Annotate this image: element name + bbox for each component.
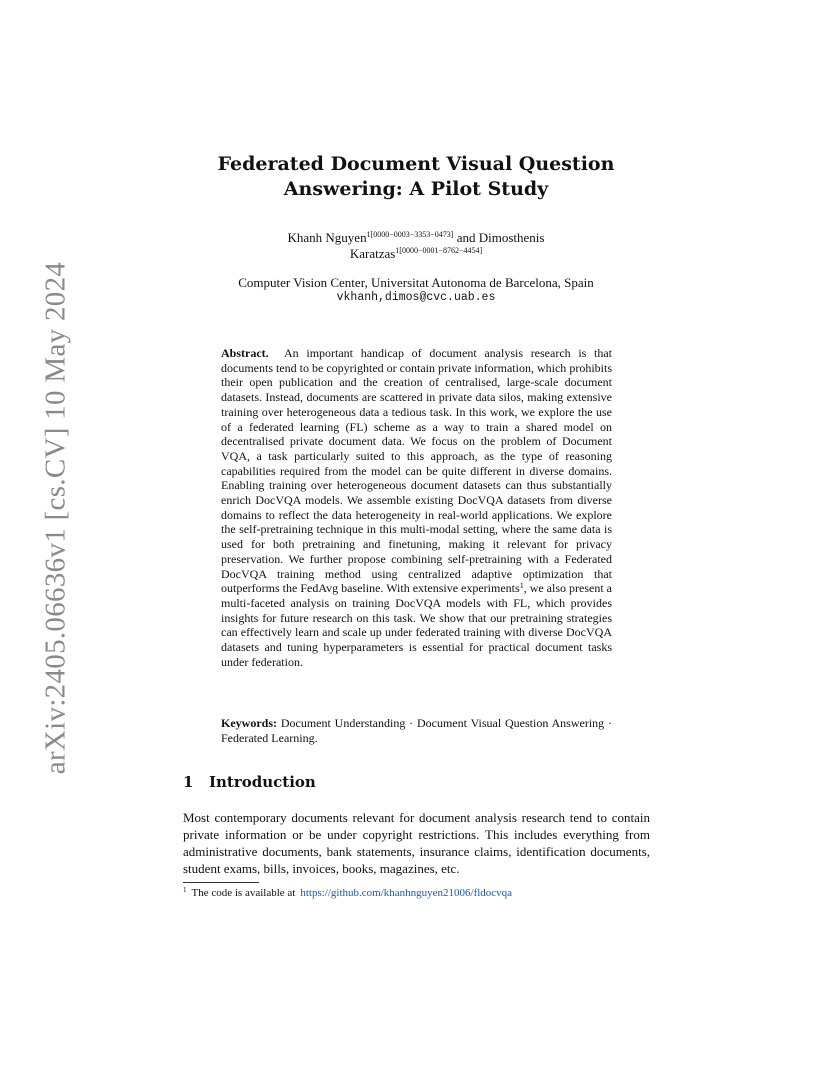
abstract-label: Abstract. (221, 346, 269, 360)
author-orcid: 1[0000−0003−3353−0473] (366, 230, 454, 239)
keywords-text: Document Understanding · Document Visual Question Answering · Federated Learning. (221, 716, 613, 745)
abstract (221, 346, 612, 669)
footnote-marker: 1 (519, 581, 524, 591)
author-conjunction: and Dimosthenis (456, 230, 545, 245)
footnote-text: The code is available at (191, 887, 296, 899)
keywords (221, 716, 612, 745)
intro-paragraph: Most contemporary documents relevant for document analysis research tend to contain private information or be under copyright restrictions. This includes everything from administrative documents, bank statements, insurance claims, identification documents, student exams, bills, invoices, books, magazines, etc. (183, 810, 650, 876)
paper-title: Federated Document Visual Question Answering: A Pilot Study (217, 153, 615, 200)
author-name: Karatzas (349, 246, 396, 261)
abstract-text: An important handicap of document analysis research is that documents tend to be copyrighted or contain private information, which prohibits their open publication and the creation of centralised, large-scale document datasets. Instead, documents are scattered in private data silos, making extensive training over heterogeneous data a tedious task. In this work, we explore the use of a federated learning (FL) scheme as a way to train a shared model on decentralised private document data. We focus on the problem of Document VQA, a task particularly suited to this approach, as the type of reasoning capabilities required from the model can be quite different in diverse domains. Enabling training over heterogeneous document datasets can thus substantially enrich DocVQA models. We assemble existing DocVQA datasets from diverse domains to reflect the data heterogeneity in real-world applications. We explore the self-pretraining technique in this multi-modal setting, where the same data is used for both pretraining and finetuning, making it relevant for privacy preservation. We further propose combining self-pretraining with a Federated DocVQA training method using centralized adaptive optimization that outperforms the FedAvg baseline. With extensive experiments (221, 346, 613, 596)
section-heading (183, 773, 316, 791)
author-name: Khanh Nguyen (287, 230, 367, 245)
code-link[interactable]: https://github.com/khanhnguyen21006/fldocvqa (300, 887, 513, 899)
author-block (236, 230, 596, 262)
footnote-divider (183, 882, 259, 883)
author-orcid: 1[0000−0001−8762−4454] (395, 246, 483, 255)
section-number: 1 (183, 773, 194, 791)
arxiv-identifier: arXiv:2405.06636v1 [cs.CV] 10 May 2024 (39, 261, 72, 775)
footnote-number: 1 (183, 886, 187, 894)
affiliation: Computer Vision Center, Universitat Autonoma de Barcelona, Spain (238, 275, 594, 290)
section-title: Introduction (209, 773, 316, 791)
footnote (183, 886, 650, 900)
author-email: vkhanh,dimos@cvc.uab.es (336, 291, 496, 304)
abstract-text: , we also present a multi-faceted analysis on training DocVQA models with FL, which provides insights for future research on this task. We show that our pretraining strategies can effectively learn and scale up under federated training with diverse DocVQA datasets and tuning hyperparameters is essential for practical document tasks under federation. (221, 581, 612, 669)
keywords-label: Keywords: (221, 716, 277, 730)
